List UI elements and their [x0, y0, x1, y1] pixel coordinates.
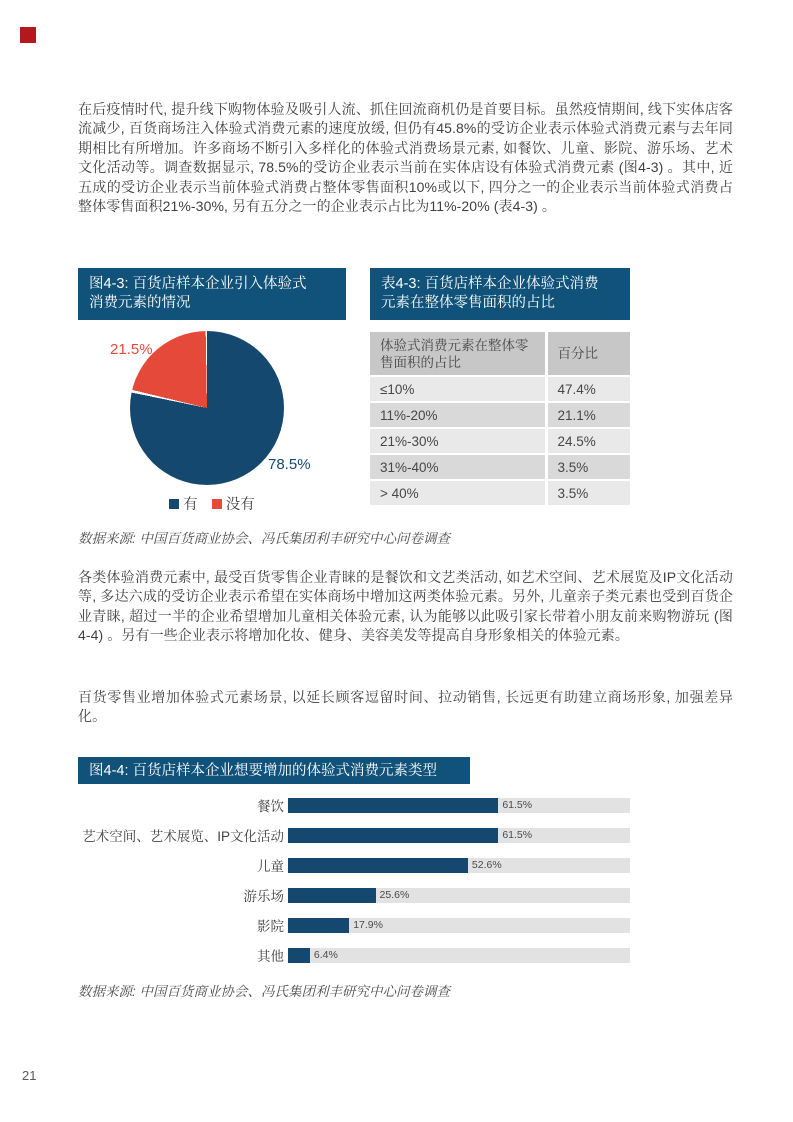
source-note-2: 数据来源: 中国百货商业协会、冯氏集团利丰研究中心问卷调查	[78, 984, 451, 999]
bar-row	[78, 790, 630, 820]
bar-row	[78, 910, 630, 940]
table-row	[370, 376, 630, 402]
legend-label-no: 没有	[225, 497, 255, 513]
figure43-title	[78, 268, 346, 320]
bar-row	[78, 880, 630, 910]
bar-fill	[288, 948, 310, 963]
bar-track	[288, 888, 630, 903]
table-row	[370, 402, 630, 428]
page-number: 21	[22, 1068, 37, 1083]
bar-category-label: 影院	[257, 919, 284, 934]
bar-fill	[288, 828, 498, 843]
bar-fill	[288, 858, 468, 873]
table-col-header-occupancy: 体验式消费元素在整体零售面积的占比	[370, 332, 546, 376]
pie-label-no: 21.5%	[110, 341, 153, 358]
bar-track	[288, 798, 630, 813]
table-cell: 3.5%	[546, 454, 630, 480]
bar-value-label: 52.6%	[471, 859, 502, 871]
table-cell: 31%-40%	[370, 454, 546, 480]
bar-category-label: 游乐场	[243, 889, 284, 904]
table43	[370, 332, 630, 507]
figure44-title: 图4-4: 百货店样本企业想要增加的体验式消费元素类型	[78, 757, 470, 784]
bar-track	[288, 918, 630, 933]
bar-category-label: 餐饮	[257, 799, 284, 814]
bar-row	[78, 850, 630, 880]
bar-track	[288, 828, 630, 843]
table43-title-line1: 表4-3: 百货店样本企业体验式消费	[381, 276, 599, 292]
bar-track	[288, 858, 630, 873]
figure43-title-line2: 消费元素的情况	[89, 295, 191, 311]
bar-value-label: 61.5%	[502, 829, 533, 841]
table43-title	[370, 268, 630, 320]
bar-category-label: 其他	[257, 949, 284, 964]
table-col-header-percent: 百分比	[546, 332, 630, 376]
table-cell: 24.5%	[546, 428, 630, 454]
table-cell: > 40%	[370, 480, 546, 506]
legend-swatch-yes-icon	[169, 499, 179, 509]
pie-label-yes: 78.5%	[268, 456, 311, 473]
bar-track	[288, 948, 630, 963]
bar-row	[78, 940, 630, 970]
table-cell: ≤10%	[370, 376, 546, 402]
bar-value-label: 17.9%	[353, 919, 383, 931]
table-cell: 47.4%	[546, 376, 630, 402]
bar-value-label: 61.5%	[502, 799, 533, 811]
table-header-row	[370, 332, 630, 376]
table-row	[370, 454, 630, 480]
bar-category-label: 儿童	[257, 859, 284, 874]
bar-value-label: 6.4%	[313, 949, 338, 961]
bar-fill	[288, 798, 498, 813]
source-note-1: 数据来源: 中国百货商业协会、冯氏集团利丰研究中心问卷调查	[78, 531, 451, 546]
legend-item-no	[212, 493, 255, 514]
legend-item-yes	[169, 493, 198, 514]
bar-fill	[288, 918, 349, 933]
bar-row	[78, 820, 630, 850]
table43-title-line2: 元素在整体零售面积的占比	[381, 295, 555, 311]
pie-legend	[78, 493, 346, 514]
pie-chart-figure43	[78, 325, 346, 520]
intro-paragraph: 在后疫情时代, 提升线下购物体验及吸引人流、抓住回流商机仍是首要目标。虽然疫情期间, 线下实体店客流减少, 百货商场注入体验式消费元素的速度放缓, 但仍有45.8%的受访企业表示体验式消费元素与去年同期相比有所增加。许多商场不断引入多样化的体验式消费场景元素, 如餐饮、儿童、影院、游乐场、艺术文化活动等。调查数据显示, 78.5%的受访企业表示当前在实体店设有体验式消费元素 (图4-3) 。其中, 近五成的受访企业表示当前体验式消费占整体零售面积10%或以下, 四分之一的企业表示当前体验式消费占整体零售面积21%-30%, 另有五分之一的企业表示占比为11%-20% (表4-3) 。	[78, 101, 733, 215]
body-paragraph-2: 各类体验消费元素中, 最受百货零售企业青睐的是餐饮和文艺类活动, 如艺术空间、艺术展览及IP文化活动等, 多达六成的受访企业表示希望在实体商场中增加这两类体验元素。另外, 儿童亲子类元素也受到百货企业青睐, 超过一半的企业希望增加儿童相关体验元素, 认为能够以此吸引家长带着小朋友前来购物游玩 (图4-4) 。另有一些企业表示将增加化妆、健身、美容美发等提高自身形象相关的体验元素。	[78, 569, 733, 644]
body-paragraph-3: 百货零售业增加体验式元素场景, 以延长顾客逗留时间、拉动销售, 长远更有助建立商场形象, 加强差异化。	[78, 689, 733, 725]
pie-chart	[130, 331, 284, 485]
table-cell: 3.5%	[546, 480, 630, 506]
bar-value-label: 25.6%	[379, 889, 410, 901]
brand-logo-icon	[20, 27, 36, 43]
table-cell: 11%-20%	[370, 402, 546, 428]
bar-fill	[288, 888, 376, 903]
legend-swatch-no-icon	[212, 499, 222, 509]
legend-label-yes: 有	[183, 497, 198, 513]
bar-chart-figure44	[78, 790, 630, 970]
table-cell: 21%-30%	[370, 428, 546, 454]
table-row	[370, 480, 630, 506]
bar-category-label: 艺术空间、艺术展览、IP文化活动	[82, 829, 284, 844]
table-row	[370, 428, 630, 454]
table-cell: 21.1%	[546, 402, 630, 428]
figure43-title-line1: 图4-3: 百货店样本企业引入体验式	[89, 276, 307, 292]
